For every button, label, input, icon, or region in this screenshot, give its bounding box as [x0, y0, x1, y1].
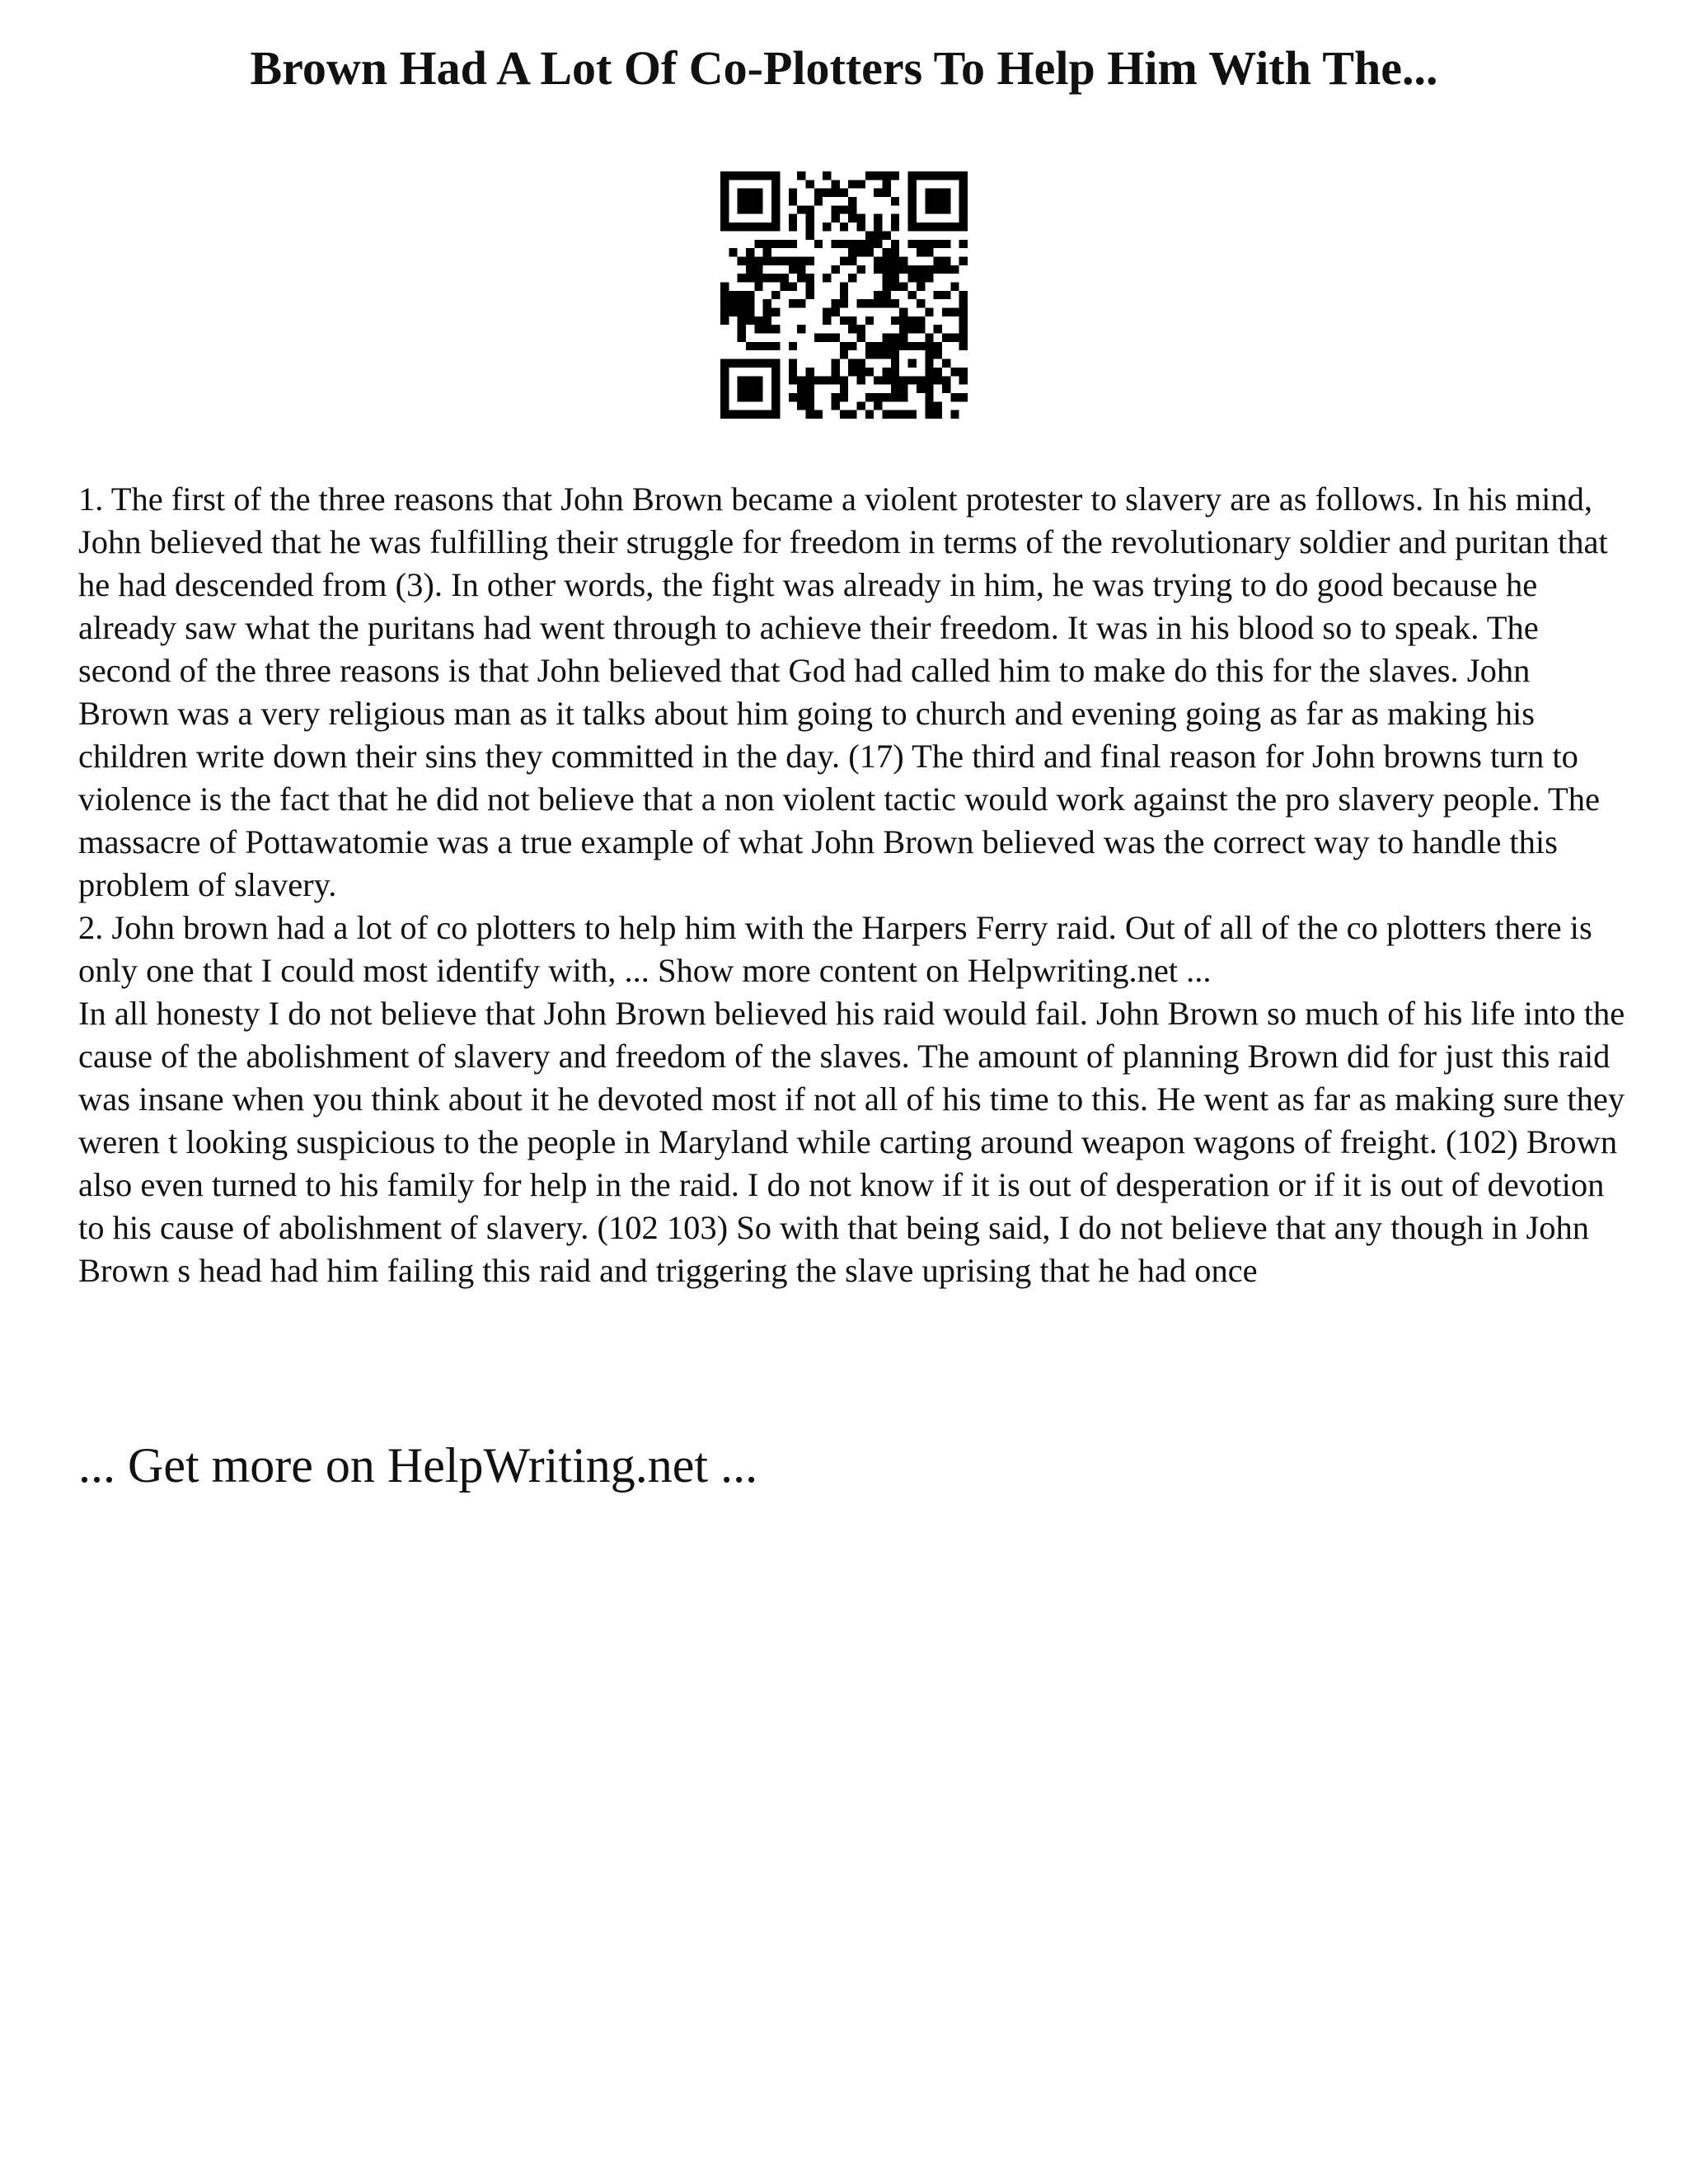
- qr-code-icon: [720, 171, 968, 419]
- paragraph-co-plotters: 2. John brown had a lot of co plotters to help him with the Harpers Ferry raid. Out of all of the co plotters there is only one that I could most identify with, ... Show more content on Helpwriting.net ...: [78, 909, 1592, 989]
- paragraph-raid-belief: In all honesty I do not believe that John Brown believed his raid would fail. John Brown so much of his life into the cause of the abolishment of slavery and freedom of the slaves. The amount of planning Brown did for just this raid was insane when you think about it he devoted most if not all of his time to this. He went as far as making sure they weren t looking suspicious to the people in Maryland while carting around weapon wagons of freight. (102) Brown also even turned to his family for help in the raid. I do not know if it is out of desperation or if it is out of devotion to his cause of abolishment of slavery. (102 103) So with that being said, I do not believe that any though in John Brown s head had him failing this raid and triggering the slave uprising that he had once: [78, 995, 1625, 1289]
- get-more-link[interactable]: ... Get more on HelpWriting.net ...: [78, 1438, 758, 1493]
- page-title: Brown Had A Lot Of Co-Plotters To Help Him With The...: [250, 41, 1438, 95]
- paragraph-reasons: 1. The first of the three reasons that John Brown became a violent protester to slavery are as follows. In his mind, John believed that he was fulfilling their struggle for freedom in terms of the revolutionary soldier and puritan that he had descended from (3). In other words, the fight was already in him, he was trying to do good because he already saw what the puritans had went through to achieve their freedom. It was in his blood so to speak. The second of the three reasons is that John believed that God had called him to make do this for the slaves. John Brown was a very religious man as it talks about him going to church and evening going as far as making his children write down their sins they committed in the day. (17) The third and final reason for John browns turn to violence is the fact that he did not believe that a non violent tactic would work against the pro slavery people. The massacre of Pottawatomie was a true example of what John Brown believed was the correct way to handle this problem of slavery.: [78, 480, 1608, 903]
- article-body: [78, 478, 1628, 1292]
